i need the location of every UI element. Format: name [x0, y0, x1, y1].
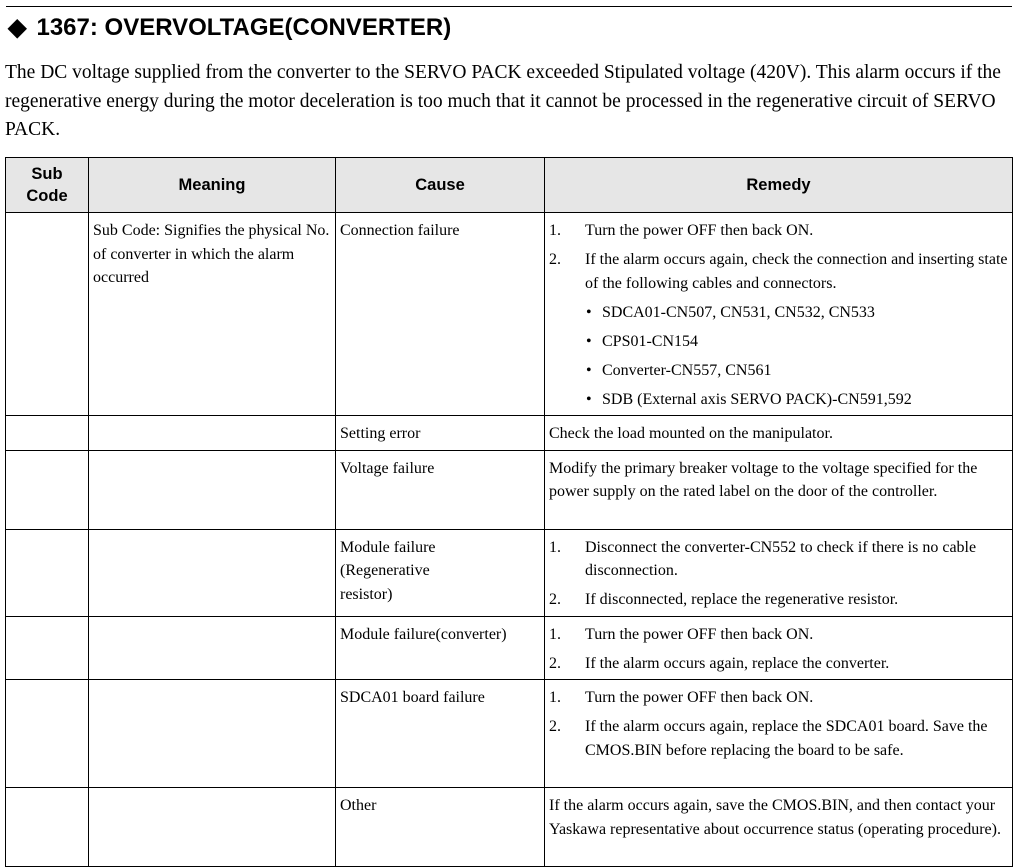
- cause-cell: Voltage failure: [336, 450, 545, 529]
- remedy-step: 2. If the alarm occurs again, replace the SDCA01 board. Save the CMOS.BIN before replacing the board to be safe.: [549, 718, 988, 759]
- sub-code-cell: [6, 450, 89, 529]
- sub-code-cell: [6, 788, 89, 867]
- cause-cell: Setting error: [336, 416, 545, 451]
- sub-code-cell: [6, 416, 89, 451]
- remedy-step: 1. Turn the power OFF then back ON.: [549, 222, 814, 239]
- remedy-cell: [545, 616, 1013, 680]
- cause-cell: Module failure (Regenerative resistor): [336, 529, 545, 616]
- meaning-cell: [89, 529, 336, 616]
- cause-cell: Other: [336, 788, 545, 867]
- header-remedy: Remedy: [545, 158, 1013, 213]
- meaning-cell: [89, 616, 336, 680]
- remedy-step: 1. Turn the power OFF then back ON.: [549, 689, 814, 706]
- sub-code-cell: [6, 616, 89, 680]
- remedy-step: 2. If the alarm occurs again, check the connection and inserting state of the following cables and connectors. • SDCA01-CN507, CN531, CN532, CN533 • CPS01-CN154 • Converter-CN557, CN561 • SDB (External axis SERVO PACK)-CN591,592: [549, 248, 1008, 411]
- top-rule: [6, 6, 1012, 7]
- table-row: [6, 616, 1013, 680]
- table-row: [6, 450, 1013, 529]
- remedy-steps: [549, 219, 1008, 411]
- bullet-icon: •: [586, 361, 592, 379]
- table-row: [6, 788, 1013, 867]
- remedy-cell: [545, 680, 1013, 788]
- cause-cell: SDCA01 board failure: [336, 680, 545, 788]
- meaning-cell: [89, 788, 336, 867]
- list-item: • Converter-CN557, CN561: [585, 359, 1008, 383]
- table-row: [6, 680, 1013, 788]
- cause-cell: Module failure(converter): [336, 616, 545, 680]
- meaning-cell: Sub Code: Signifies the physical No. of converter in which the alarm occurred: [89, 213, 336, 416]
- remedy-cell: [545, 529, 1013, 616]
- diamond-icon: ◆: [8, 14, 27, 41]
- sub-code-cell: [6, 680, 89, 788]
- remedy-steps: [549, 686, 1008, 762]
- alarm-table: [5, 157, 1013, 867]
- header-sub-code: Sub Code: [6, 158, 89, 213]
- alarm-title: 1367: OVERVOLTAGE(CONVERTER): [36, 14, 452, 41]
- cause-cell: Connection failure: [336, 213, 545, 416]
- meaning-cell: [89, 450, 336, 529]
- alarm-heading: [8, 14, 451, 42]
- remedy-step: 1. Turn the power OFF then back ON.: [549, 625, 814, 643]
- remedy-step: 2. If the alarm occurs again, replace the converter.: [549, 654, 890, 672]
- bullet-icon: •: [586, 303, 592, 321]
- sub-code-cell: [6, 529, 89, 616]
- remedy-cell: Modify the primary breaker voltage to the voltage specified for the power supply on the rated label on the door of the controller.: [545, 450, 1013, 529]
- header-cause: Cause: [336, 158, 545, 213]
- table-row: [6, 416, 1013, 451]
- alarm-description: The DC voltage supplied from the converter to the SERVO PACK exceeded Stipulated voltage (420V). This alarm occurs if the regenerative energy during the motor deceleration is too much that it cannot be processed in the regenerative circuit of SERVO PACK.: [5, 62, 1001, 140]
- table-row: [6, 529, 1013, 616]
- remedy-cell: [545, 213, 1013, 416]
- remedy-step: 2. If disconnected, replace the regenerative resistor.: [549, 591, 899, 608]
- remedy-steps: [549, 536, 1008, 612]
- remedy-step: 1. Disconnect the converter-CN552 to check if there is no cable disconnection.: [549, 538, 977, 579]
- table-header-row: [6, 158, 1013, 213]
- list-item: • CPS01-CN154: [585, 330, 1008, 354]
- list-item: • SDCA01-CN507, CN531, CN532, CN533: [585, 301, 1008, 325]
- meaning-cell: [89, 416, 336, 451]
- connector-list: [585, 301, 1008, 412]
- header-meaning: Meaning: [89, 158, 336, 213]
- remedy-steps: [549, 623, 1008, 676]
- sub-code-cell: [6, 213, 89, 416]
- bullet-icon: •: [586, 332, 592, 350]
- table-row: [6, 213, 1013, 416]
- meaning-cell: [89, 680, 336, 788]
- remedy-cell: Check the load mounted on the manipulator.: [545, 416, 1013, 451]
- list-item: • SDB (External axis SERVO PACK)-CN591,592: [585, 388, 1008, 412]
- bullet-icon: •: [586, 390, 592, 408]
- remedy-cell: If the alarm occurs again, save the CMOS.BIN, and then contact your Yaskawa representative about occurrence status (operating procedure).: [545, 788, 1013, 867]
